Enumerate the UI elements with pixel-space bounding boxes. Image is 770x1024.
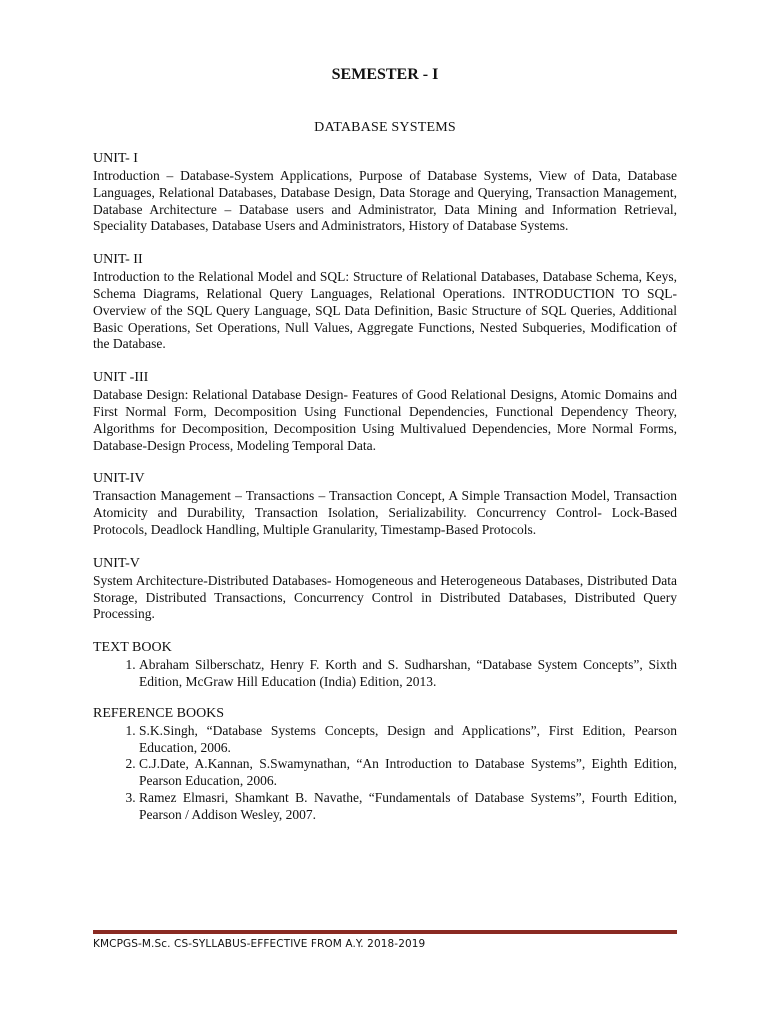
reference-books-section (93, 705, 677, 824)
list-item: 1. S.K.Singh, “Database Systems Concepts, Design and Applications”, First Edition, Pearson Education, 2006. (139, 723, 677, 757)
semester-heading: SEMESTER - I (331, 66, 439, 83)
text-book-heading: TEXT BOOK (93, 640, 172, 656)
unit-section (93, 369, 677, 454)
list-item: 3. Ramez Elmasri, Shamkant B. Navathe, “Fundamentals of Database Systems”, Fourth Edition, Pearson / Addison Wesley, 2007. (139, 790, 677, 824)
footer-divider (93, 930, 677, 934)
unit-body: System Architecture-Distributed Databases- Homogeneous and Heterogeneous Databases, Distributed Data Storage, Distributed Transactions, Concurrency Control in Distributed Databases, Distributed Query Processing. (93, 572, 677, 622)
unit-body: Introduction – Database-System Applications, Purpose of Database Systems, View of Data, Database Languages, Relational Databases, Database Design, Data Storage and Querying, Transaction Management, Database Architecture – Database users and Administrator, Data Mining and Information Retrieval, Speciality Databases, Database Users and Administrators, History of Database Systems. (93, 168, 677, 234)
unit-title: UNIT-V (93, 555, 140, 571)
unit-section (93, 555, 677, 623)
list-item: 1. Abraham Silberschatz, Henry F. Korth and S. Sudharshan, “Database System Concepts”, Sixth Edition, McGraw Hill Education (India) Edition, 2013. (139, 657, 677, 691)
list-item: 2. C.J.Date, A.Kannan, S.Swamynathan, “An Introduction to Database Systems”, Eighth Edition, Pearson Education, 2006. (139, 756, 677, 790)
unit-title: UNIT-IV (93, 471, 145, 487)
text-book-list (93, 657, 677, 691)
unit-title: UNIT- I (93, 151, 138, 166)
unit-title: UNIT- II (93, 252, 143, 268)
reference-books-list (93, 723, 677, 824)
unit-section (93, 470, 677, 538)
unit-body: Introduction to the Relational Model and SQL: Structure of Relational Databases, Database Schema, Keys, Schema Diagrams, Relational Query Languages, Relational Operations. INTRODUCTION TO SQL- Overview of the SQL Query Language, SQL Data Definition, Basic Structure of SQL Queries, Additional Basic Operations, Set Operations, Null Values, Aggregate Functions, Nested Subqueries, Modification of the Database. (93, 269, 677, 352)
unit-section (93, 251, 677, 353)
unit-section (93, 150, 677, 235)
unit-title: UNIT -III (93, 370, 149, 386)
footer-text: KMCPGS-M.Sc. CS-SYLLABUS-EFFECTIVE FROM A.Y. 2018-2019 (93, 938, 426, 950)
course-title: DATABASE SYSTEMS (314, 120, 456, 135)
unit-body: Database Design: Relational Database Design- Features of Good Relational Designs, Atomic Domains and First Normal Form, Decomposition Using Functional Dependencies, Functional Dependency Theory, Algorithms for Decomposition, Decomposition Using Multivalued Dependencies, More Normal Forms, Database-Design Process, Modeling Temporal Data. (93, 387, 677, 453)
syllabus-content (93, 150, 677, 838)
unit-body: Transaction Management – Transactions – Transaction Concept, A Simple Transaction Model, Transaction Atomicity and Durability, Transaction Isolation, Serializability. Concurrency Control- Lock-Based Protocols, Deadlock Handling, Multiple Granularity, Timestamp-Based Protocols. (93, 488, 677, 537)
text-book-section (93, 639, 677, 691)
reference-books-heading: REFERENCE BOOKS (93, 705, 225, 721)
